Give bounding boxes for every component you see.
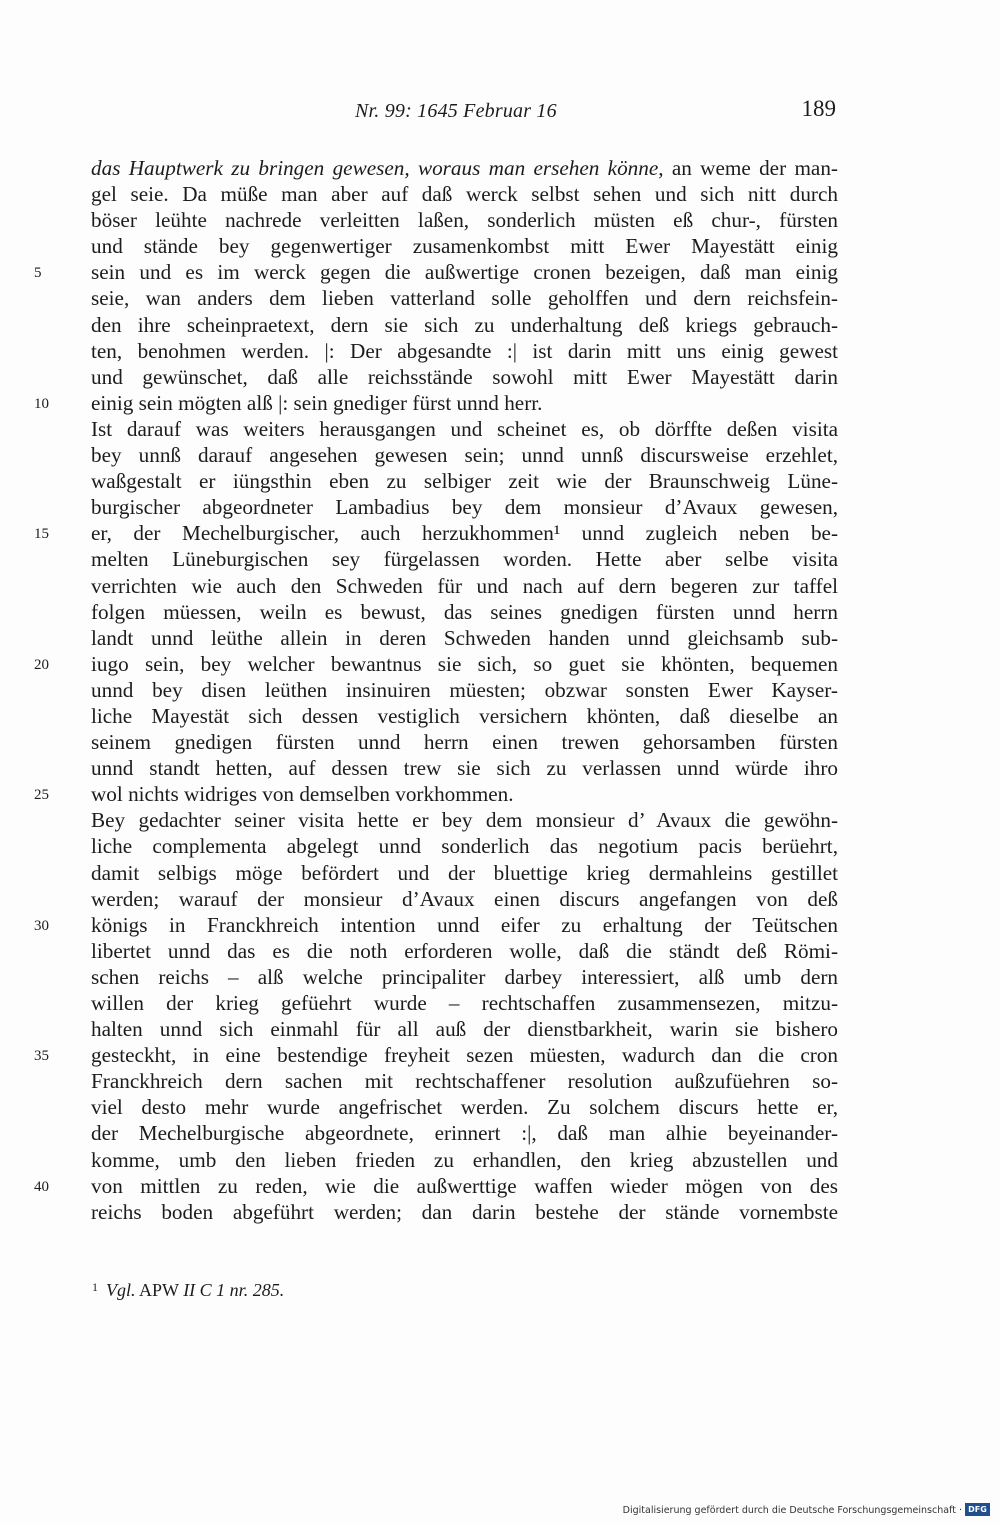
text-segment: liche Mayestät sich dessen vestiglich versichern khönten, daß dieselbe an (91, 703, 838, 728)
text-line (91, 442, 838, 468)
funding-credit: Digitalisierung gefördert durch die Deutsche Forschungsgemeinschaft · (622, 1505, 962, 1516)
text-segment: königs in Franckhreich intention unnd eifer zu erhaltung der Teütschen (91, 912, 838, 937)
line-text (91, 207, 838, 233)
text-line (91, 964, 838, 990)
line-text (91, 259, 838, 285)
text-segment: böser leühte nachrede verleitten laßen, sonderlich müsten eß chur-, fürsten (91, 208, 838, 233)
text-segment: burgischer abgeordneter Lambadius bey dem monsieur d’Avaux gewesen, (91, 495, 838, 520)
line-text (91, 416, 838, 442)
line-text (91, 442, 838, 468)
text-line (34, 1042, 838, 1068)
line-text (91, 625, 838, 651)
line-text (91, 651, 838, 677)
text-line (91, 364, 838, 390)
line-text (91, 833, 838, 859)
text-line (91, 494, 838, 520)
text-segment: liche complementa abgelegt unnd sonderlich das negotium pacis berüehrt, (91, 834, 838, 859)
line-text (91, 285, 838, 311)
text-segment: an weme der man- (663, 156, 838, 180)
text-segment: iugo sein, bey welcher bewantnus sie sich, so guet sie khönten, bequemen (91, 651, 838, 676)
line-text (91, 364, 838, 390)
line-text (91, 155, 838, 181)
line-number: 25 (34, 787, 49, 804)
text-line (34, 1173, 838, 1199)
text-segment: werden; warauf der monsieur d’Avaux einen discurs angefangen von deß (91, 886, 838, 911)
text-line (91, 338, 838, 364)
text-segment: seinem gnedigen fürsten unnd herrn einen trewen gehorsamben fürsten (91, 730, 838, 755)
text-line (91, 312, 838, 338)
line-number: 15 (34, 526, 49, 543)
text-line (91, 886, 838, 912)
text-line (91, 990, 838, 1016)
line-number: 35 (34, 1048, 49, 1065)
text-line (34, 651, 838, 677)
italic-segment: Vgl. (106, 1280, 136, 1300)
text-segment: libertet unnd das es die noth erforderen wolle, daß die ständt deß Römi- (91, 938, 838, 963)
text-segment: schen reichs – alß welche principaliter darbey interessiert, alß umb dern (91, 964, 838, 989)
text-segment: damit selbigs möge befördert und der bluettige krieg dermahleins gestillet (91, 860, 838, 885)
line-number: 30 (34, 917, 49, 934)
line-text (91, 729, 838, 755)
text-segment: halten unnd sich einmahl für all auß der dienstbarkheit, warin sie bishero (91, 1017, 838, 1042)
line-text (91, 181, 838, 207)
text-segment: gel seie. Da müße man aber auf daß werck selbst sehen und sich nitt durch (91, 182, 838, 207)
text-line (91, 833, 838, 859)
text-line (91, 755, 838, 781)
text-segment: landt unnd leüthe allein in deren Schweden handen unnd gleichsamb sub- (91, 625, 838, 650)
text-line (91, 703, 838, 729)
running-header-title: Nr. 99: 1645 Februar 16 (355, 100, 557, 122)
text-line (91, 599, 838, 625)
text-segment: bey unnß darauf angesehen gewesen sein; unnd unnß discursweise erzehlet, (91, 443, 838, 468)
text-segment: den ihre scheinpraetext, dern sie sich zu underhaltung deß kriegs gebrauch- (91, 312, 838, 337)
page-number: 189 (801, 96, 836, 121)
footnote (92, 1280, 284, 1301)
line-text (91, 1068, 838, 1094)
text-line (91, 1068, 838, 1094)
text-line (91, 207, 838, 233)
text-line (34, 781, 838, 807)
text-segment: er, der Mechelburgischer, auch herzukhommen¹ unnd zugleich neben be- (91, 521, 838, 546)
text-line (91, 625, 838, 651)
italic-segment: das Hauptwerk zu bringen gewesen, woraus man ersehen könne, (91, 156, 664, 180)
line-text (91, 860, 838, 886)
text-line (91, 677, 838, 703)
footnote-text (106, 1280, 284, 1300)
text-line (91, 155, 838, 181)
text-segment: APW (135, 1280, 184, 1300)
line-text (91, 1094, 838, 1120)
text-line (91, 233, 838, 259)
text-segment: willen der krieg gefüehrt wurde – rechtschaffen zusammensezen, mitzu- (91, 991, 838, 1015)
text-line (91, 468, 838, 494)
italic-segment: II C 1 nr. 285. (183, 1280, 285, 1300)
line-text (91, 938, 838, 964)
line-text (91, 390, 838, 416)
footnote-marker: 1 (92, 1280, 98, 1294)
text-segment: gesteckht, in eine bestendige freyheit sezen müesten, wadurch dan die cron (91, 1043, 838, 1068)
text-line (91, 546, 838, 572)
line-text (91, 781, 838, 807)
text-segment: der Mechelburgische abgeordnete, erinnert :|, daß man alhie beyeinander- (91, 1121, 838, 1146)
line-text (91, 886, 838, 912)
line-text (91, 468, 838, 494)
line-number: 40 (34, 1178, 49, 1195)
text-line (91, 1147, 838, 1173)
text-segment: viel desto mehr wurde angefrischet werden. Zu solchem discurs hette er, (91, 1095, 838, 1120)
text-line (34, 912, 838, 938)
line-text (91, 990, 838, 1016)
line-number: 20 (34, 656, 49, 673)
text-segment: einig sein mögten alß |: sein gnediger fürst unnd herr. (91, 390, 543, 415)
text-segment: von mittlen zu reden, wie die außwerttige waffen wieder mögen von des (91, 1173, 838, 1198)
line-text (91, 520, 838, 546)
text-segment: unnd bey disen leüthen insinuiren müesten; obzwar sonsten Ewer Kayser- (91, 677, 838, 702)
text-line (91, 285, 838, 311)
text-line (91, 860, 838, 886)
text-segment: komme, umb den lieben frieden zu erhandlen, den krieg abzustellen und (91, 1147, 838, 1172)
text-line (34, 520, 838, 546)
line-text (91, 312, 838, 338)
text-line (91, 729, 838, 755)
text-segment: melten Lüneburgischen sey fürgelassen worden. Hette aber selbe visita (91, 547, 838, 572)
line-text (91, 546, 838, 572)
text-segment: reichs boden abgeführt werden; dan darin bestehe der stände vornembste (91, 1199, 838, 1224)
text-segment: Franckhreich dern sachen mit rechtschaffener resolution außzufüehren so- (91, 1069, 838, 1094)
text-segment: verrichten wie auch den Schweden für und nach auf dern begeren zur taffel (91, 573, 838, 598)
text-segment: folgen müessen, weiln es bewust, das seines gnedigen fürsten unnd herrn (91, 599, 838, 624)
text-line (91, 181, 838, 207)
line-text (91, 1173, 838, 1199)
line-text (91, 1120, 838, 1146)
text-line (34, 259, 838, 285)
text-line (91, 1199, 838, 1225)
text-line (91, 1120, 838, 1146)
text-segment: waßgestalt er iüngsthin eben zu selbiger zeit wie der Braunschweig Lüne- (91, 469, 838, 494)
text-line (91, 1094, 838, 1120)
line-text (91, 233, 838, 259)
line-text (91, 703, 838, 729)
line-text (91, 1016, 838, 1042)
line-text (91, 964, 838, 990)
line-number: 5 (34, 265, 42, 282)
text-segment: wol nichts widriges von demselben vorkhommen. (91, 782, 514, 807)
text-segment: und gewünschet, daß alle reichsstände sowohl mitt Ewer Mayestätt darin (91, 364, 838, 389)
line-text (91, 807, 838, 833)
text-segment: seie, wan anders dem lieben vatterland solle geholffen und dern reichsfein- (91, 286, 838, 311)
text-segment: Bey gedachter seiner visita hette er bey dem monsieur d’ Avaux die gewöhn- (91, 808, 838, 833)
line-text (91, 338, 838, 364)
line-text (91, 1199, 838, 1225)
text-line (91, 573, 838, 599)
line-text (91, 755, 838, 781)
line-text (91, 1147, 838, 1173)
text-segment: sein und es im werck gegen die außwertige cronen bezeigen, daß man einig (91, 260, 838, 285)
line-number: 10 (34, 395, 49, 412)
text-line (34, 390, 838, 416)
line-text (91, 912, 838, 938)
text-segment: und stände bey gegenwertiger zusamenkombst mitt Ewer Mayestätt einig (91, 234, 838, 259)
line-text (91, 677, 838, 703)
text-segment: unnd standt hetten, auf dessen trew sie sich zu verlassen unnd würde ihro (91, 756, 838, 781)
text-line (91, 807, 838, 833)
line-text (91, 494, 838, 520)
line-text (91, 573, 838, 599)
text-line (91, 1016, 838, 1042)
body-text (34, 155, 838, 1225)
text-line (91, 938, 838, 964)
line-text (91, 599, 838, 625)
text-segment: Ist darauf was weiters herausgangen und scheinet es, ob dörffte deßen visita (91, 416, 838, 441)
dfg-logo: DFG (965, 1503, 990, 1516)
text-segment: ten, benohmen werden. |: Der abgesandte :| ist darin mitt uns einig gewest (91, 338, 838, 363)
text-line (91, 416, 838, 442)
line-text (91, 1042, 838, 1068)
